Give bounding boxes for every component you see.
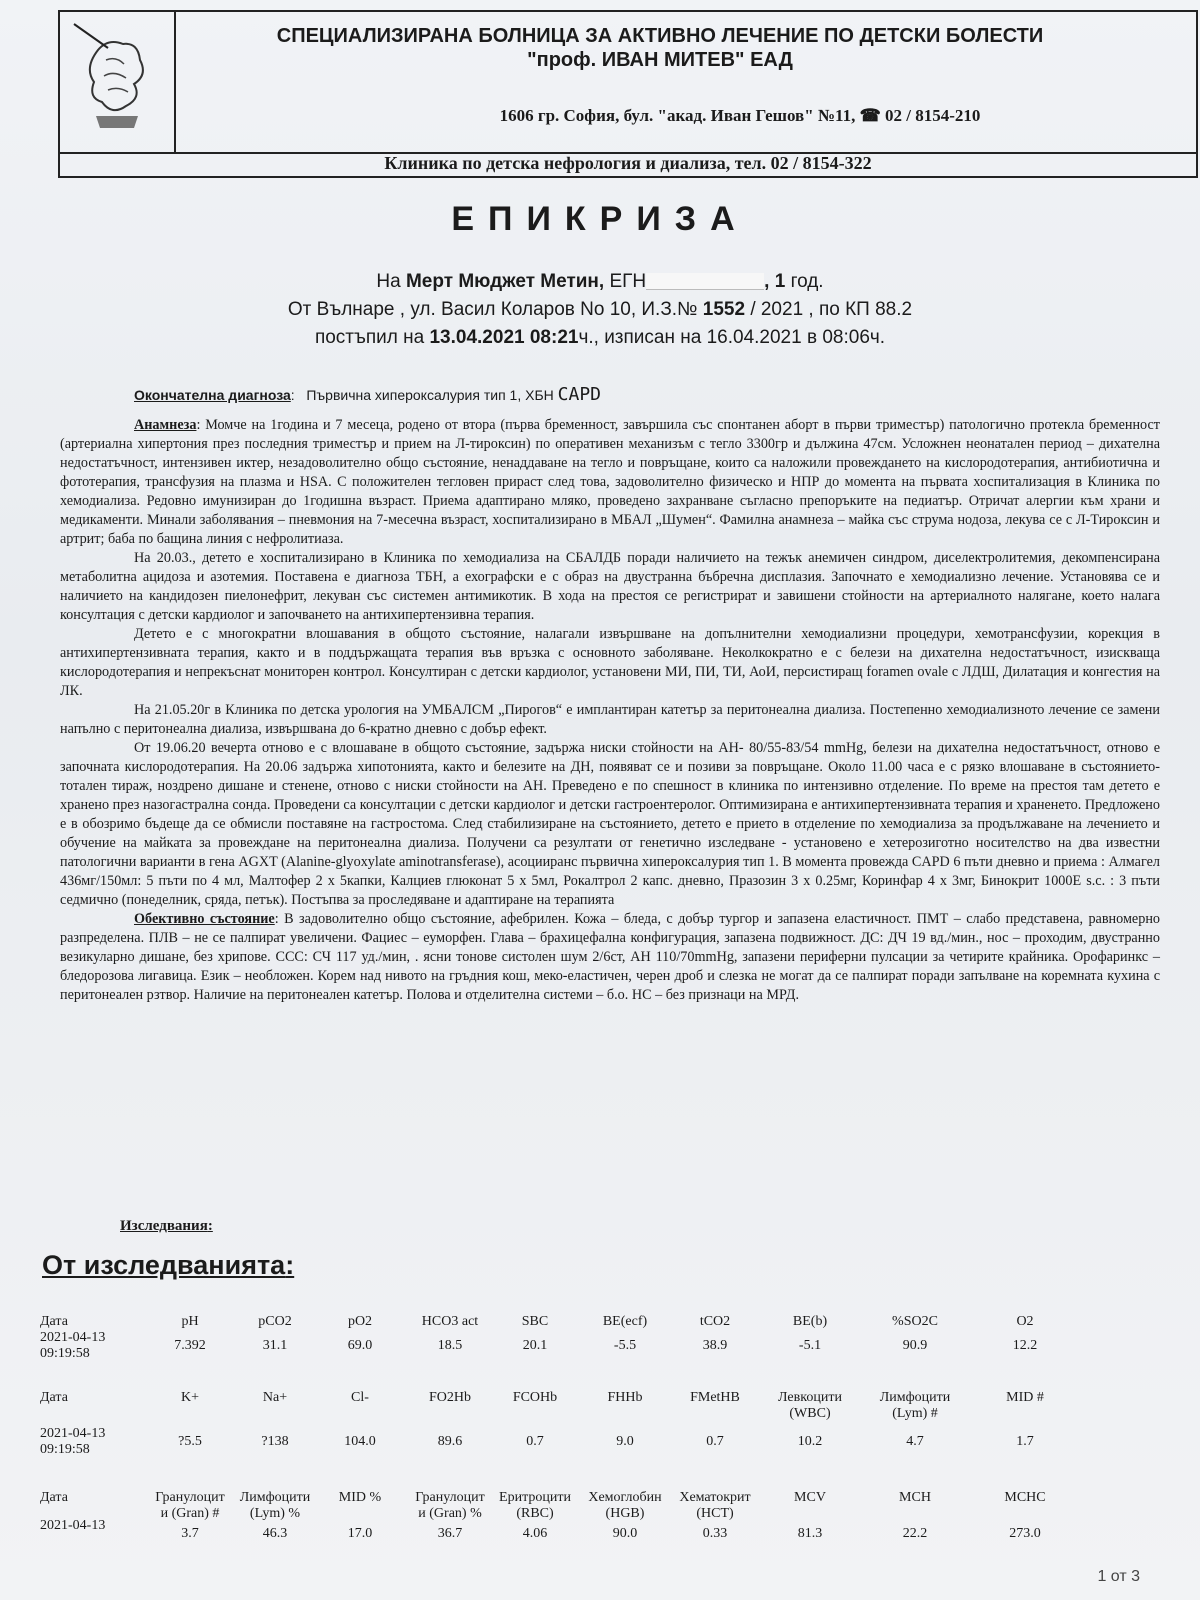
clinic-line: Клиника по детска нефрология и диализа, тел. 02 / 8154-322: [384, 153, 872, 173]
admitted-datetime: 13.04.2021 08:21: [429, 327, 579, 348]
diagnosis-text: Първична хипероксалурия тип 1, ХБН: [306, 387, 554, 403]
lab-value: 0.33: [702, 1526, 728, 1541]
lab-header: pCO2: [258, 1314, 292, 1329]
lab-value: 17.0: [347, 1526, 373, 1541]
lab-value: 12.2: [1012, 1338, 1038, 1353]
lab-value: -5.1: [798, 1338, 822, 1353]
lab-header: tCO2: [699, 1314, 731, 1329]
lab-header: SBC: [521, 1314, 549, 1329]
lab-header: Дата: [40, 1314, 68, 1329]
final-diagnosis: [134, 384, 601, 405]
lab-header: Гранулоцит и (Gran) %: [415, 1490, 485, 1521]
lab-header: Еритроцити (RBC): [499, 1490, 571, 1521]
lab-value: 81.3: [797, 1526, 823, 1541]
lab-header: Na+: [262, 1390, 288, 1405]
patient-name: Мерт Мюджет Метин,: [405, 271, 605, 292]
lab-header: FCOHb: [512, 1390, 558, 1405]
patient-age-unit: год.: [790, 271, 824, 292]
history-year-path: / 2021 , по КП 88.2: [750, 299, 913, 320]
hospital-name-line1: СПЕЦИАЛИЗИРАНА БОЛНИЦА ЗА АКТИВНО ЛЕЧЕНИЕ ПО ДЕТСКИ БОЛЕСТИ: [276, 25, 1044, 47]
research-title: [42, 1250, 294, 1281]
hospital-name: [190, 24, 1130, 72]
lab-value: 0.7: [706, 1434, 724, 1449]
patient-age: , 1: [764, 271, 786, 292]
lab-value: 2021-04-13 09:19:58: [40, 1426, 106, 1457]
egn-redacted: [646, 273, 764, 290]
lab-value: 9.0: [616, 1434, 634, 1449]
anamnesis-p4: На 21.05.20г в Клиника по детска урология на УМБАЛСМ „Пирогов“ е имплантиран катетър за перитонеална диализа. Постепенно хемодиализното лечение се замени напълно с перитонеална диализа, извършвана до 6-кратно дневно с добър ефект.: [60, 702, 1160, 737]
lab-value: 1.7: [1016, 1434, 1034, 1449]
lab-value: 20.1: [522, 1338, 548, 1353]
lab-header: Левкоцити (WBC): [778, 1390, 842, 1421]
lab-header: FO2Hb: [428, 1390, 471, 1405]
lab-header: K+: [180, 1390, 199, 1405]
anamnesis-p2: На 20.03., детето е хоспитализирано в Клиника по хемодиализа на СБАЛДБ поради наличието на тежък анемичен синдром, диселектролитемия, декомпенсирана метаболитна ацидоза и азотемия. Поставена е диагноза ТБН, а ехографски е с образ на двустранна бъбречна дисплазия. Започнато е хемодиализно лечение. Установява се и наличието на кандидозен пиелонефрит, лекуван със системен антимикотик. В хода на престоя се регистрират и завишени стойности на артериалното налягане, което налага консултация с детски кардиолог и започването на антихипертензивна терапия.: [60, 550, 1160, 623]
document-title: ЕПИКРИЗА: [451, 200, 749, 238]
anamnesis-p1: [60, 416, 1160, 549]
patient-na: На: [376, 271, 401, 292]
lab-value: 7.392: [174, 1338, 206, 1353]
lab-header: MID #: [1006, 1390, 1044, 1405]
lab-value: 273.0: [1009, 1526, 1041, 1541]
lab-header: MCHC: [1004, 1490, 1046, 1505]
research-label-text: Изследвания: [120, 1218, 208, 1234]
epicrisis-body: [60, 416, 1160, 1005]
lab-value: 18.5: [437, 1338, 463, 1353]
hospital-address: 1606 гр. София, бул. "акад. Иван Гешов" №11, ☎ 02 / 8154-210: [499, 106, 981, 125]
lab-value: -5.5: [613, 1338, 637, 1353]
research-title-colon: :: [285, 1250, 295, 1280]
lab-value: 4.7: [906, 1434, 924, 1449]
objective-paragraph: [60, 910, 1160, 1005]
lab-value: 46.3: [262, 1526, 288, 1541]
diagnosis-handwritten: CAPD: [557, 384, 601, 405]
lab-header: Хематокрит (HCT): [679, 1490, 751, 1521]
lab-header: Cl-: [351, 1390, 369, 1405]
diagnosis-colon: :: [290, 387, 295, 403]
patient-line-1: [0, 268, 1200, 296]
lab-value: 0.7: [526, 1434, 544, 1449]
objective-text: : В задоволително общо състояние, афебрилен. Кожа – бледа, с добър тургор и запазена еластичност. ПМТ – слабо представена, равномерно разпределена. ПЛВ – не се палпират увеличени. Фациес – еуморфен. Глава – брахицефална конфигурация, запазена подвижност. ДС: ДЧ 19 вд./мин., нос – проходим, двустранно везикуларно дишане, без хрипове. ССС: СЧ 117 уд./мин, . ясни тонове систолен шум 2/6ст, АН 110/70mmHg, запазени периферни пулсации за четирите крайника. Орофаринкс – бледорозова лигавица. Език – необложен. Корем над нивото на гръдния кош, меко-еластичен, черен дроб и слезка не могат да се палпират поради запълване на коремната кухина с перитонеален рзтвор. Наличие на перитонеален катетър. Полова и отделителна системи – б.о. НС – без признаци на МРД.: [60, 911, 1161, 1003]
anamnesis-p3: Детето е с многократни влошавания в общото състояние, налагали извършване на допълнителни хемодиализни процедури, хемотрансфузии, корекция в антихипертензивната терапия, както и в поддържащата терапия във връзка с основното заболяване. Неколкократно е с белези на дихателна недостатъчност, изискваща кислородотерапия и непрекъснат мониторен контрол. Консултиран с детски кардиолог, установени МИ, ПИ, ТИ, АоИ, персистиращ foramen ovale с ЛДШ, Дилатация и конгестия на ЛК.: [60, 626, 1160, 699]
history-number: 1552: [702, 299, 746, 320]
lab-header: pH: [181, 1314, 199, 1329]
anamnesis-p5: От 19.06.20 вечерта отново е с влошаване в общото състояние, задържа ниски стойности на АН- 80/55-83/54 mmHg, белези на дихателна недостатъчност, отново е започната кислородотерапия. На 20.06 задържа хипотонията, както и белезите на ДН, появяват се и позиви за повръщане. Около 11.00 часа е с рязко влошаване в състоянието-тотален тираж, ноздрено дишане и стенене, отново с ниски стойности на АН. Преведено е по спешност в клиника по интензивно отделение. По време на престоя там детето е хранено през назогастрална сонда. Проведени са консултации с детски кардиолог и детски гастроентеролог. Оптимизирана е антихипертензивната терапия и храненето. Предложено е в обозримо бъдеще да се обмисли поставяне на гастростома. След стабилизиране на състоянието, детето е прието в отделение по хемодиализа за продължаване на лечението и обучение на майката за провеждане на перитонеална диализа. Получени са резултати от генетично изследване - установено е хетерозиготно носителство на два известни патологични варианти в гена AGXT (Alanine-glyoxylate aminotransferase), асоциирaнс първична хипероксалурия тип 1. В момента провежда CAPD 6 пъти дневно и приема : Алмагел 436мг/150мл: 5 пъти по 4 мл, Малтофер 2 х 5капки, Калциев глюконат 5 х 5мл, Рокалтрол 2 капс. дневно, Празозин 3 х 0.25мг, Коринфар 4 х 3мг, Бинокрит 1000Е s.c. : 3 пъти седмично (понеделник, сряда, петък). Постъпва за проследяване и адаптиране на терапията: [60, 740, 1160, 908]
logo-cell: [60, 12, 176, 152]
lab-value: 2021-04-13: [40, 1518, 106, 1533]
clinic-box: [58, 150, 1198, 178]
anamnesis-text-1: : Момче на 1година и 7 месеца, родено от втора (първа бременност, завършила със спонтанен аборт в първи триместър) патологично протекла бременност (артериална хипертония през последния триместър и прием на Л-тироксин) по оперативен механизъм с тегло 3300гр и дължина 47см. Усложнен неонатален период – дихателна недостатъчност, интензивен иктер, незадоволително общо състояние, ненаддаване на тегло и повръщане, които са наложили провеждането на кислородотерапия, антибиотична и фототерапия, трансфузия на плазма и HSA. С положителен тегловен прираст след това, задоволително физическо и НПР до момента на първата хоспитализация в Клиника по хемодиализа. Редовно имунизиран до 1годишна възраст. Приема адаптирано мляко, проведено захранване съгласно препоръките на педиатър. Отричат алергии към храни и медикаменти. Минали заболявания – пневмония на 7-месечна възраст, хоспитализирано в МБАЛ „Шумен“. Фамилна анамнеза – майка със струма нодоза, лекува се с Л-Тироксин и артрит; баба по бащина линия с нефролитиаза.: [60, 417, 1160, 547]
egn-label: ЕГН: [609, 271, 647, 292]
lab-value: ?5.5: [178, 1434, 202, 1449]
letterhead: [58, 10, 1198, 154]
lab-value: 89.6: [437, 1434, 463, 1449]
lab-header: FMetHB: [690, 1390, 740, 1405]
lab-header: Дата: [40, 1490, 68, 1505]
lab-value: ?138: [261, 1434, 289, 1449]
lab-header: Лимфоцити (Lym) #: [879, 1390, 951, 1421]
page-number: 1 от 3: [1097, 1568, 1140, 1585]
lab-value: 2021-04-13 09:19:58: [40, 1330, 106, 1361]
lab-value: 90.0: [612, 1526, 638, 1541]
research-label: [120, 1218, 213, 1235]
diagnosis-label: Окончателна диагноза: [134, 387, 291, 403]
lab-value: 90.9: [902, 1338, 928, 1353]
lab-header: Хемоглобин (HGB): [588, 1490, 662, 1521]
lab-value: 4.06: [522, 1526, 548, 1541]
research-title-text: От изследванията: [42, 1250, 286, 1280]
lab-value: 10.2: [797, 1434, 823, 1449]
lab-header: %SO2C: [892, 1314, 938, 1329]
lab-value: 38.9: [702, 1338, 728, 1353]
lab-header: pO2: [347, 1314, 373, 1329]
lab-header: Гранулоцит и (Gran) #: [155, 1490, 225, 1521]
lab-header: Дата: [40, 1390, 68, 1405]
hospital-logo: [68, 20, 166, 144]
patient-line-2: [0, 296, 1200, 324]
lab-value: 22.2: [902, 1526, 928, 1541]
lab-header: MID %: [338, 1490, 382, 1505]
address-text: От Вълнаре , ул. Васил Коларов No 10, И.З.№: [287, 299, 698, 320]
lab-header: BE(b): [792, 1314, 828, 1329]
admitted-label: постъпил на: [314, 327, 425, 348]
lab-value: 36.7: [437, 1526, 463, 1541]
lab-header: O2: [1016, 1314, 1034, 1329]
lab-value: 104.0: [344, 1434, 376, 1449]
anamnesis-label: Анамнеза: [134, 417, 197, 433]
lab-header: HCO3 act: [421, 1314, 479, 1329]
lab-value: 31.1: [262, 1338, 288, 1353]
discharge-text: ч., изписан на 16.04.2021 в 08:06ч.: [578, 327, 886, 348]
patient-line-3: [0, 324, 1200, 352]
lab-header: Лимфоцити (Lym) %: [239, 1490, 311, 1521]
lab-header: BE(ecf): [602, 1314, 648, 1329]
hospital-name-line2: "проф. ИВАН МИТЕВ" ЕАД: [527, 49, 793, 71]
research-label-colon: :: [207, 1218, 213, 1234]
patient-block: [0, 268, 1200, 352]
lab-header: MCH: [899, 1490, 931, 1505]
lab-header: MCV: [794, 1490, 826, 1505]
lab-value: 69.0: [347, 1338, 373, 1353]
lab-header: FHHb: [607, 1390, 643, 1405]
objective-label: Обективно състояние: [134, 911, 275, 927]
lab-value: 3.7: [181, 1526, 199, 1541]
